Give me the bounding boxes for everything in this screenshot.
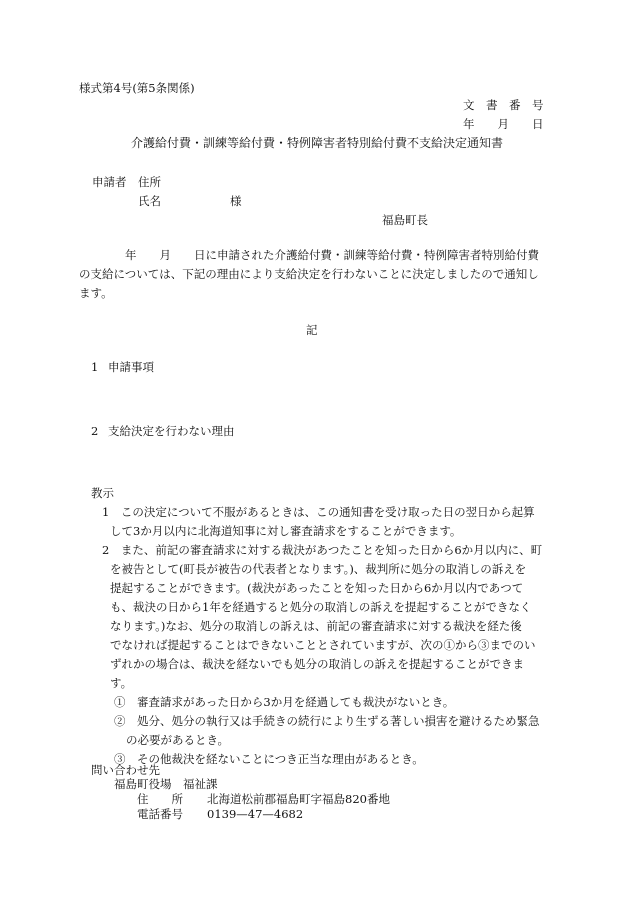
honorific: 様 — [230, 194, 242, 208]
name-label: 氏名 — [138, 194, 161, 208]
contact-address: 北海道松前郡福島町字福島820番地 — [207, 792, 390, 806]
body-line: ます。 — [79, 286, 113, 300]
contact-heading: 問い合わせ先 — [91, 763, 160, 777]
body-line: の支給については、下記の理由により支給決定を行わないことに決定しましたので通知し — [79, 267, 539, 281]
notice-sub-3: ③ その他裁決を経ないことにつき正当な理由があるとき。 — [114, 752, 424, 766]
notice-line: なります。)なお、処分の取消しの訴えは、前記の審査請求に対する裁決を経た後 — [110, 619, 522, 633]
applicant-label: 申請者 — [92, 175, 127, 189]
notice-line: 2 また、前記の審査請求に対する裁決があつたことを知った日から6か月以内に、町 — [102, 543, 543, 557]
contact-address-label: 住 所 — [137, 792, 183, 806]
document-title: 介護給付費・訓練等給付費・特例障害者特別給付費不支給決定通知書 — [131, 136, 504, 150]
address-label: 住所 — [138, 175, 161, 189]
notice-line: ずれかの場合は、裁決を経ないでも処分の取消しの訴えを提起することができま — [110, 657, 524, 671]
notice-line: 提起することができます。(裁決があったことを知った日から6か月以内であつて — [110, 581, 524, 595]
item-number: 1 — [91, 360, 99, 374]
notice-sub-2-cont: の必要があるとき。 — [126, 733, 230, 747]
notice-line: して3か月以内に北海道知事に対し審査請求をすることができます。 — [110, 524, 462, 538]
body-line: 年 月 日に申請された介護給付費・訓練等給付費・特例障害者特別給付費 — [125, 248, 539, 262]
notice-line: でなければ提起することはできないこととされていますが、次の①から③までのい — [110, 638, 536, 652]
body-paragraph — [79, 246, 539, 303]
notice-heading: 教示 — [91, 486, 114, 500]
document-date: 年 月 日 — [463, 117, 544, 131]
contact-phone: 0139—47—4682 — [207, 807, 304, 821]
notice-sub-1: ① 審査請求があった日から3か月を経過しても裁決がないとき。 — [114, 695, 455, 709]
document-number: 文 書 番 号 — [463, 98, 544, 112]
issuer: 福島町長 — [382, 213, 428, 227]
notice-item-1 — [102, 503, 535, 541]
form-label: 様式第4号(第5条関係) — [79, 81, 195, 95]
notice-sub-items — [114, 693, 540, 769]
notice-line: 1 この決定について不服があるときは、この通知書を受け取った日の翌日から起算 — [102, 505, 535, 519]
notice-sub-2: ② 処分、処分の執行又は手続きの続行により生ずる著しい損害を避けるため緊急 — [114, 714, 540, 728]
item-label-application: 申請事項 — [108, 360, 154, 374]
notice-line: を被告として(町長が被告の代表者となります。)、裁判所に処分の取消しの訴えを — [110, 562, 527, 576]
item-label-reason: 支給決定を行わない理由 — [108, 424, 235, 438]
contact-office: 福島町役場 福祉課 — [114, 777, 218, 791]
notice-line: も、裁決の日から1年を経過すると処分の取消しの訴えを提起することができなく — [110, 600, 532, 614]
item-number: 2 — [91, 424, 99, 438]
contact-phone-label: 電話番号 — [137, 807, 183, 821]
notice-line: す。 — [110, 676, 133, 690]
ki-heading: 記 — [306, 323, 318, 337]
notice-item-2 — [102, 541, 542, 693]
